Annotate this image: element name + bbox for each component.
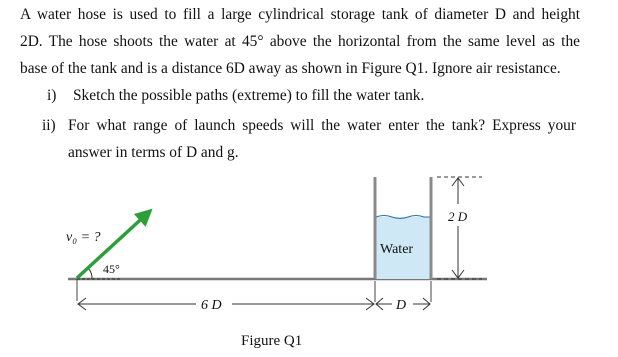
intro-line-3: base of the tank and is a distance 6D away as shown in Figure Q1. Ignore air resistance. xyxy=(20,60,561,77)
angle-arc xyxy=(89,269,93,280)
height-label: 2 D xyxy=(448,209,468,224)
question-ii-line-2: answer in terms of D and g. xyxy=(68,144,239,161)
angle-label: 45° xyxy=(103,262,120,276)
question-i-text: Sketch the possible paths (extreme) to fill the water tank. xyxy=(73,87,425,104)
question-ii-number: ii) xyxy=(42,117,56,134)
question-i-number: i) xyxy=(47,87,57,104)
velocity-label: v₀ = ? xyxy=(66,230,101,245)
intro-line-1: A water hose is used to fill a large cylindrical storage tank of diameter D and height xyxy=(20,6,580,23)
intro-line-2: 2D. The hose shoots the water at 45° above the horizontal from the same level as the xyxy=(20,33,580,50)
diameter-label: D xyxy=(396,298,407,313)
tank-content-label: Water xyxy=(380,242,414,257)
question-ii-text-1: For what range of launch speeds will the water enter the tank? Express your xyxy=(68,117,576,134)
distance-label: 6 D xyxy=(201,298,222,313)
figure-caption: Figure Q1 xyxy=(241,333,303,349)
